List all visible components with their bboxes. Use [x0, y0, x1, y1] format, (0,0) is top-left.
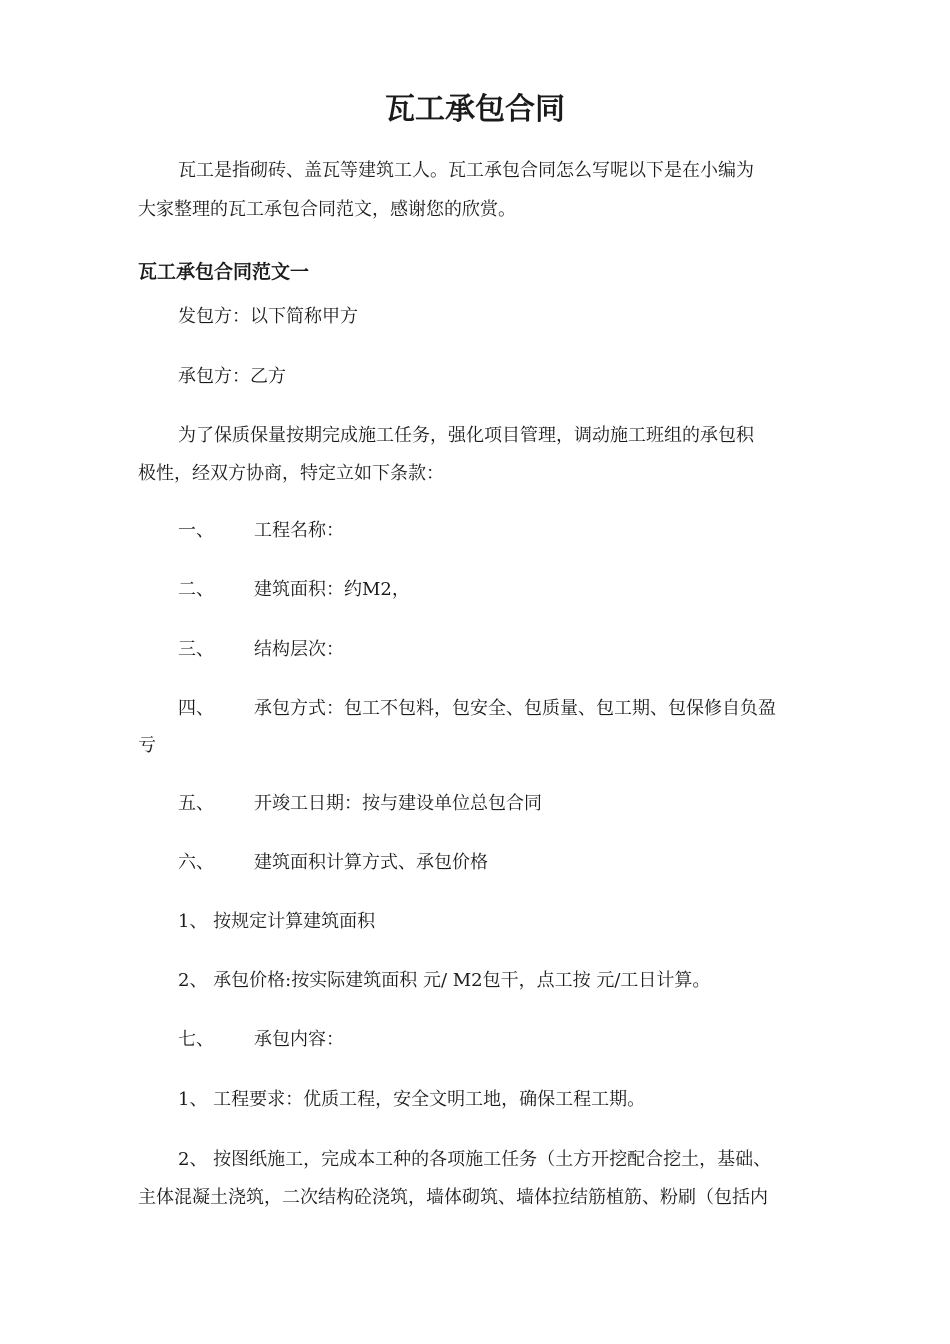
clause-6-sub-1: 1、 按规定计算建筑面积	[178, 911, 376, 932]
clause-3-number: 三、	[178, 639, 214, 660]
clause-2-number: 二、	[178, 579, 214, 600]
clause-4-continuation: 亏	[138, 735, 156, 756]
clause-7-number: 七、	[178, 1029, 214, 1050]
clause-3-text: 结构层次：	[254, 639, 344, 660]
clause-2-text: 建筑面积：约M2，	[254, 579, 410, 600]
intro-line-1: 瓦工是指砌砖、盖瓦等建筑工人。瓦工承包合同怎么写呢以下是在小编为	[178, 160, 754, 181]
section-heading: 瓦工承包合同范文一	[138, 261, 310, 283]
purpose-line-1: 为了保质保量按期完成施工任务，强化项目管理，调动施工班组的承包积	[178, 425, 754, 446]
clause-1-text: 工程名称：	[254, 520, 344, 541]
clause-6-number: 六、	[178, 852, 214, 873]
clause-4-text: 承包方式：包工不包料，包安全、包质量、包工期、包保修自负盈	[254, 698, 776, 719]
clause-5-number: 五、	[178, 793, 214, 814]
party-contractor-in: 承包方：乙方	[178, 366, 286, 387]
party-contractor-out: 发包方：以下简称甲方	[178, 306, 358, 327]
clause-1-number: 一、	[178, 520, 214, 541]
intro-line-2: 大家整理的瓦工承包合同范文，感谢您的欣赏。	[138, 199, 516, 220]
clause-7-text: 承包内容：	[254, 1029, 344, 1050]
document-title: 瓦工承包合同	[385, 92, 565, 127]
clause-6-sub-2: 2、 承包价格:按实际建筑面积 元/ M2包干，点工按 元/工日计算。	[178, 970, 711, 991]
clause-5-text: 开竣工日期：按与建设单位总包合同	[254, 793, 542, 814]
clause-7-sub-2-line-1: 2、 按图纸施工，完成本工种的各项施工任务（土方开挖配合挖土，基础、	[178, 1149, 772, 1170]
clause-6-text: 建筑面积计算方式、承包价格	[254, 852, 488, 873]
purpose-line-2: 极性，经双方协商，特定立如下条款：	[138, 463, 444, 484]
clause-4-number: 四、	[178, 698, 214, 719]
clause-7-sub-1: 1、 工程要求：优质工程，安全文明工地，确保工程工期。	[178, 1089, 646, 1110]
clause-7-sub-2-line-2: 主体混凝土浇筑，二次结构砼浇筑，墙体砌筑、墙体拉结筋植筋、粉刷（包括内	[138, 1187, 768, 1208]
